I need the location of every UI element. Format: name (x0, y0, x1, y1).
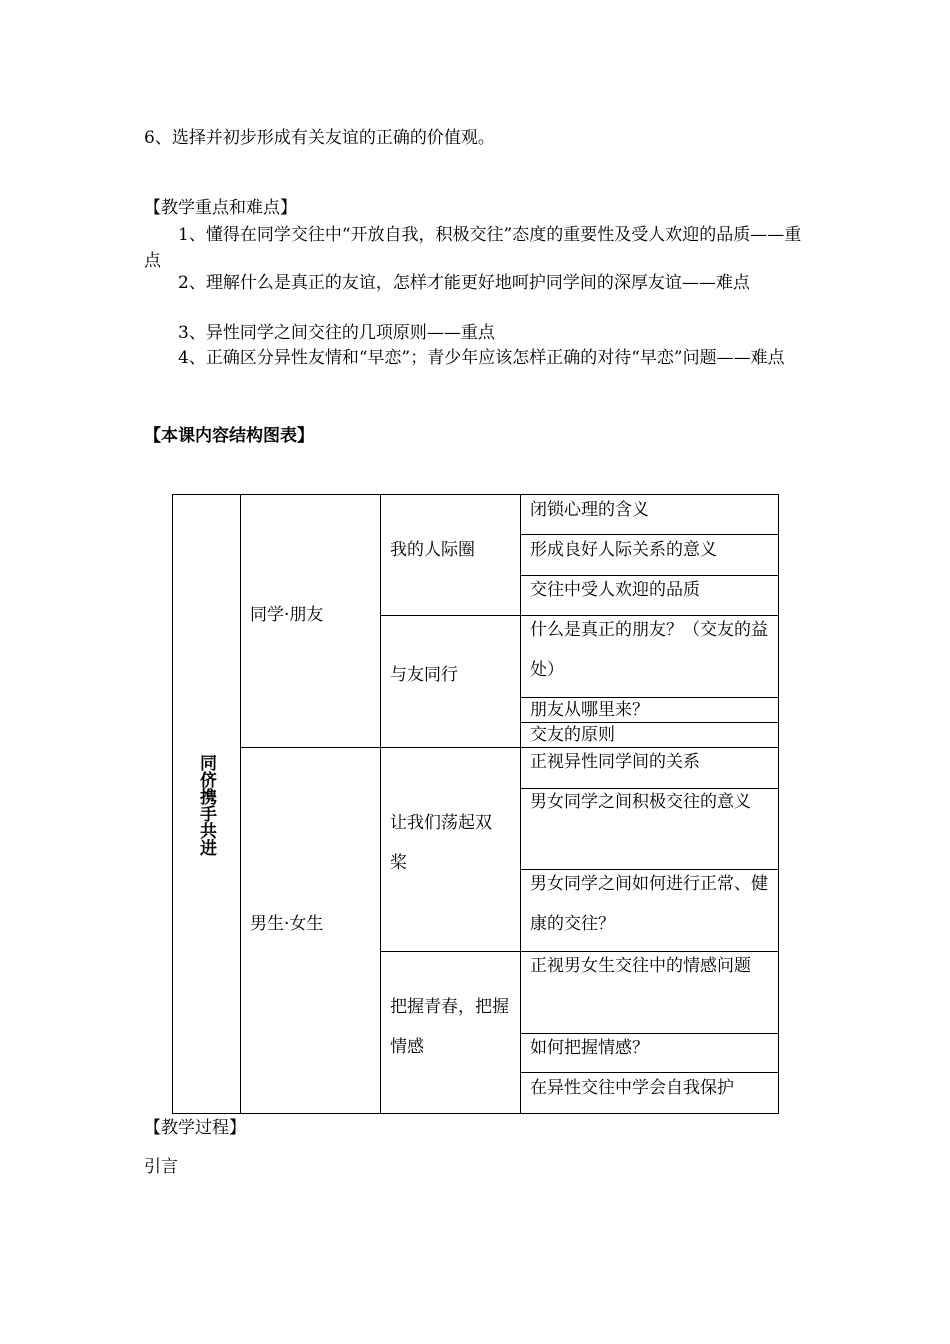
key-point-3: 3、异性同学之间交往的几项原则——重点 (178, 323, 495, 343)
key-point-4: 4、正确区分异性友情和“早恋”；青少年应该怎样正确的对待“早恋”问题——难点 (178, 348, 785, 368)
process-heading: 【教学过程】 (144, 1118, 246, 1138)
key-point-1: 1、懂得在同学交往中“开放自我，积极交往”态度的重要性及受人欢迎的品质——重点 (144, 225, 802, 271)
intro-label: 引言 (144, 1157, 178, 1177)
structure-heading: 【本课内容结构图表】 (144, 426, 314, 446)
structure-title: 同侪携手共进 (196, 754, 216, 856)
key-points-heading: 【教学重点和难点】 (144, 198, 297, 218)
key-point-2: 2、理解什么是真正的友谊，怎样才能更好地呵护同学间的深厚友谊——难点 (178, 273, 750, 293)
objective-6: 6、选择并初步形成有关友谊的正确的价值观。 (144, 128, 495, 148)
